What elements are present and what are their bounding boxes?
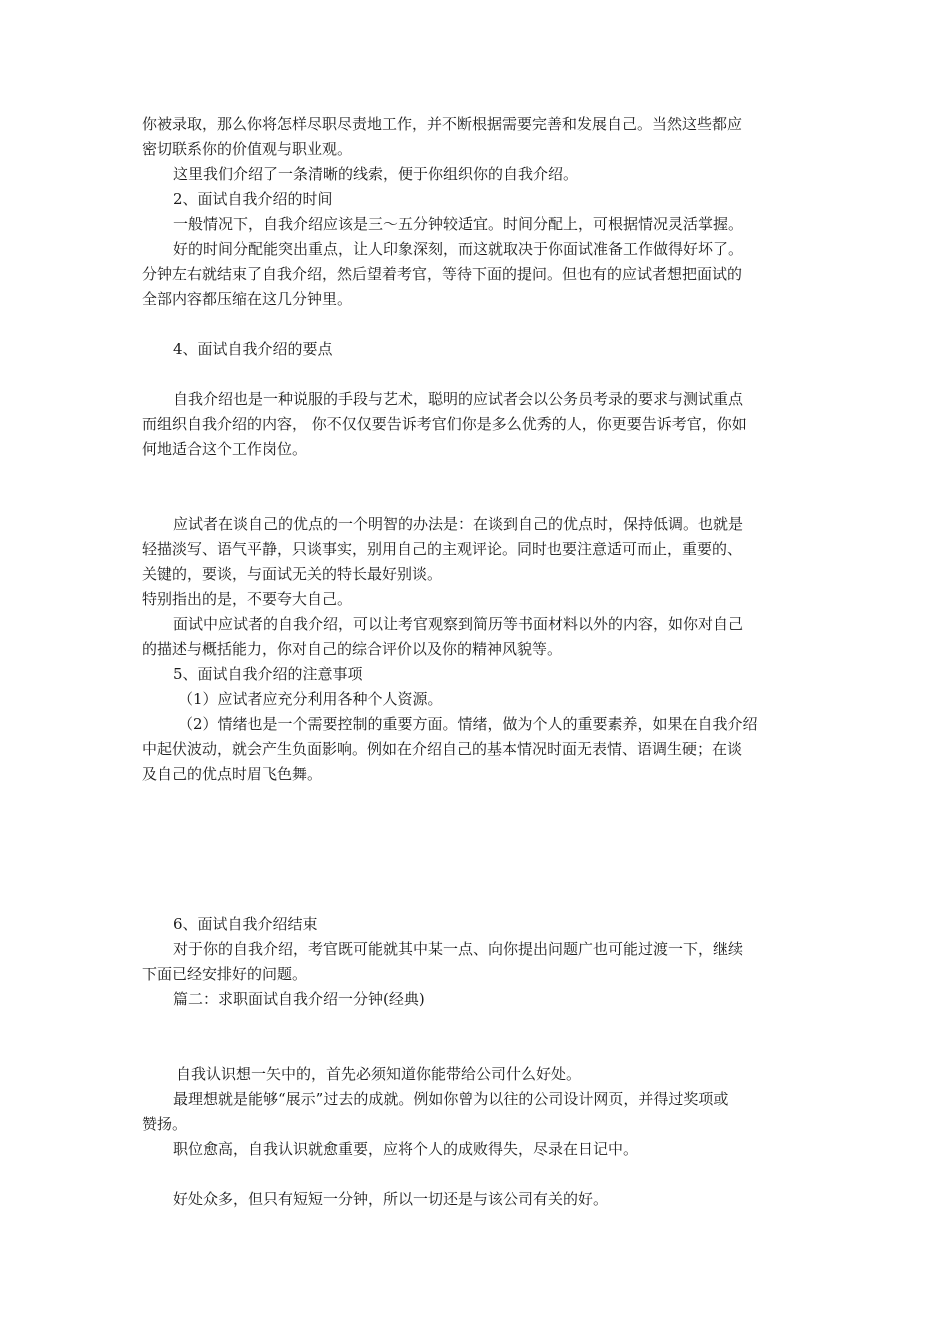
text-line: 6、面试自我介绍结束 bbox=[173, 915, 318, 933]
text-line: （1）应试者应充分利用各种个人资源。 bbox=[178, 690, 443, 708]
text-line: 好的时间分配能突出重点，让人印象深刻，而这就取决于你面试准备工作做得好坏了。 bbox=[173, 240, 744, 258]
text-line: 应试者在谈自己的优点的一个明智的办法是：在谈到自己的优点时，保持低调。也就是 bbox=[173, 515, 744, 533]
blank-line bbox=[142, 487, 812, 512]
text-line: 的描述与概括能力，你对自己的综合评价以及你的精神风貌等。 bbox=[142, 640, 563, 658]
text-line: 而组织自我介绍的内容， 你不仅仅要告诉考官们你是多么优秀的人，你更要告诉考官，你如 bbox=[142, 415, 747, 433]
text-line: 下面已经安排好的问题。 bbox=[142, 965, 308, 983]
text-line: 4、面试自我介绍的要点 bbox=[173, 340, 333, 358]
text-line: 轻描淡写、语气平静，只谈事实，别用自己的主观评论。同时也要注意适可而止，重要的、 bbox=[142, 540, 743, 558]
text-line: 好处众多，但只有短短一分钟，所以一切还是与该公司有关的好。 bbox=[173, 1190, 609, 1208]
text-line: 中起伏波动，就会产生负面影响。例如在介绍自己的基本情况时面无表情、语调生硬；在谈 bbox=[142, 740, 743, 758]
text-line: 全部内容都压缩在这几分钟里。 bbox=[142, 290, 353, 308]
blank-line bbox=[142, 312, 812, 337]
text-line: 面试中应试者的自我介绍，可以让考官观察到简历等书面材料以外的内容，如你对自己 bbox=[173, 615, 744, 633]
text-line: 特别指出的是，不要夸大自己。 bbox=[142, 590, 353, 608]
blank-line bbox=[142, 812, 812, 837]
blank-line bbox=[142, 1012, 812, 1037]
text-line: 你被录取，那么你将怎样尽职尽责地工作，并不断根据需要完善和发展自己。当然这些都应 bbox=[142, 115, 743, 133]
blank-line bbox=[142, 862, 812, 887]
text-line: 分钟左右就结束了自我介绍，然后望着考官，等待下面的提问。但也有的应试者想把面试的 bbox=[142, 265, 743, 283]
text-line: 密切联系你的价值观与职业观。 bbox=[142, 140, 353, 158]
blank-line bbox=[142, 1037, 812, 1062]
blank-line bbox=[142, 1162, 812, 1187]
text-line: 何地适合这个工作岗位。 bbox=[142, 440, 308, 458]
text-line: 自我认识想一矢中的，首先必须知道你能带给公司什么好处。 bbox=[176, 1065, 582, 1083]
text-line: 对于你的自我介绍，考官既可能就其中某一点、向你提出问题广也可能过渡一下，继续 bbox=[173, 940, 744, 958]
blank-line bbox=[142, 787, 812, 812]
text-line: 2、面试自我介绍的时间 bbox=[173, 190, 333, 208]
text-line: 赞扬。 bbox=[142, 1115, 188, 1133]
text-line: 这里我们介绍了一条清晰的线索，便于你组织你的自我介绍。 bbox=[173, 165, 579, 183]
text-line: 一般情况下，自我介绍应该是三～五分钟较适宜。时间分配上，可根据情况灵活掌握。 bbox=[173, 215, 744, 233]
blank-line bbox=[142, 362, 812, 387]
blank-line bbox=[142, 837, 812, 862]
text-line: 自我介绍也是一种说服的手段与艺术，聪明的应试者会以公务员考录的要求与测试重点 bbox=[173, 390, 744, 408]
document-page bbox=[142, 112, 812, 1212]
blank-line bbox=[142, 887, 812, 912]
blank-line bbox=[142, 462, 812, 487]
text-line: 最理想就是能够“展示”过去的成就。例如你曾为以往的公司设计网页，并得过奖项或 bbox=[173, 1090, 729, 1108]
text-line: 职位愈高，自我认识就愈重要，应将个人的成败得失，尽录在日记中。 bbox=[173, 1140, 639, 1158]
text-line: 关键的，要谈，与面试无关的特长最好别谈。 bbox=[142, 565, 443, 583]
text-line: 5、面试自我介绍的注意事项 bbox=[173, 665, 363, 683]
text-line: 及自己的优点时眉飞色舞。 bbox=[142, 765, 323, 783]
text-line: 篇二：求职面试自我介绍一分钟(经典) bbox=[173, 990, 425, 1008]
text-line: （2）情绪也是一个需要控制的重要方面。情绪，做为个人的重要素养，如果在自我介绍 bbox=[178, 715, 758, 733]
